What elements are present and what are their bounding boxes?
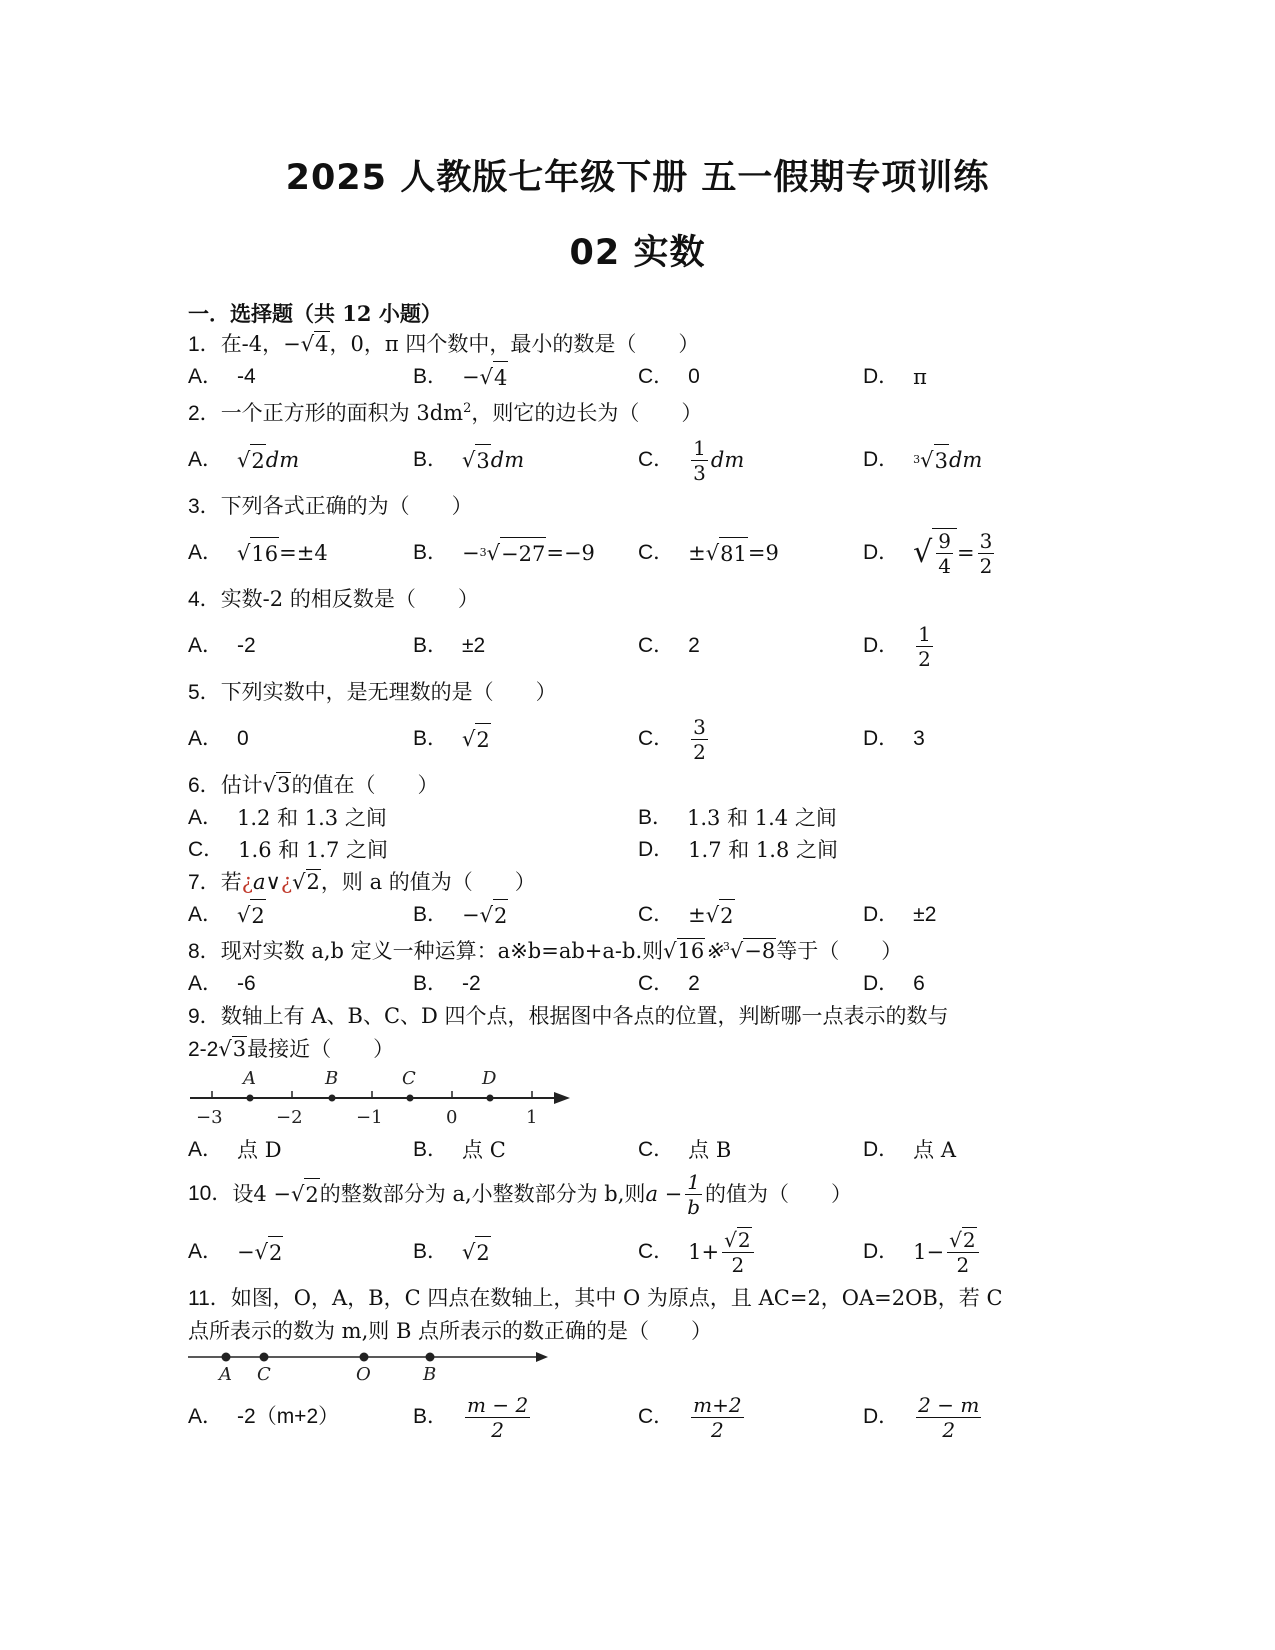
- option-c: C． 2: [638, 972, 700, 995]
- tick-label: 1: [526, 1107, 538, 1128]
- question-number: 3．: [188, 495, 221, 518]
- section-heading: 一．选择题（共 12 小题）: [188, 301, 442, 326]
- point-b-dot: [329, 1095, 336, 1102]
- option-c: C． 2: [638, 634, 700, 657]
- option-b: B． − 3 √ −27 =−9: [413, 523, 595, 583]
- option-c: C． $\frac{m+2}{2}$: [638, 1392, 742, 1442]
- document-title: 2025 人教版七年级下册 五一假期专项训练: [285, 158, 990, 198]
- fraction: $\frac{1}{2}$: [918, 621, 931, 671]
- option-b: B． − √ 2: [413, 899, 508, 931]
- point-label: C: [257, 1364, 271, 1383]
- fraction: $\frac{√2}{2}$: [722, 1228, 753, 1277]
- question-number: 2．: [188, 402, 221, 425]
- option-a: A． 1.2 和 1.3 之间: [188, 806, 387, 830]
- option-b: B． √ 2: [413, 1222, 491, 1282]
- stem-text: 一个正方形的面积为 3dm: [220, 401, 464, 425]
- option-b: B． -2: [413, 972, 481, 995]
- question-number: 4．: [188, 588, 221, 611]
- option-b: B． − √ 4: [413, 361, 508, 393]
- question-8: 8．现对实数 a,b 定义一种运算：a※b=ab+a-b.则√16※$^3$√−8等于（ ）: [188, 939, 903, 963]
- fraction: $\frac{1}{b}$: [687, 1169, 700, 1219]
- option-a: A． √ 2 dm: [188, 430, 299, 490]
- option-b: B． 点 C: [413, 1138, 506, 1162]
- fraction: $\frac{3}{2}$: [979, 528, 993, 578]
- question-number: 6．: [188, 774, 221, 797]
- tick-label: 0: [446, 1107, 458, 1128]
- number-line-figure-9: [188, 1068, 588, 1130]
- point-label: A: [243, 1068, 256, 1089]
- options-row: [188, 1222, 1068, 1282]
- point-label: D: [482, 1068, 497, 1089]
- point-a-dot: [222, 1353, 231, 1362]
- option-b: B． 1.3 和 1.4 之间: [638, 806, 837, 830]
- option-d: D． 1− $\frac{√2}{2}$: [863, 1222, 982, 1282]
- options-row: [188, 834, 1068, 866]
- options-row: [188, 430, 1068, 490]
- point-c-dot: [260, 1353, 269, 1362]
- point-label: A: [219, 1364, 232, 1383]
- option-a: A． -2（m+2）: [188, 1405, 340, 1428]
- point-label: B: [325, 1068, 339, 1089]
- question-11: [188, 1282, 1068, 1315]
- option-a: A． -2: [188, 634, 256, 657]
- option-a: A． 点 D: [188, 1138, 282, 1162]
- option-d: D． 6: [863, 972, 925, 995]
- question-11-line-2: [188, 1315, 1068, 1347]
- superscript: 2: [463, 401, 472, 416]
- radicand: 4: [315, 332, 329, 356]
- option-c: C． ± √ 81 =9: [638, 523, 779, 583]
- stem-text: 数轴上有 A、B、C、D 四个点，根据图中各点的位置，判断哪一点表示的数与: [220, 1004, 949, 1028]
- option-d: D． $\frac{2 - m}{2}$: [863, 1392, 980, 1442]
- option-d: D． $\frac{1}{2}$: [863, 621, 931, 671]
- options-row: [188, 616, 1068, 676]
- option-c: C． $\frac{1}{3}$ dm: [638, 435, 745, 485]
- stem-text: 等于（ ）: [776, 939, 903, 963]
- stem-text: 在-4，−: [220, 332, 301, 356]
- fraction: $\frac{2 - m}{2}$: [918, 1392, 980, 1442]
- option-b: B． √ 3 dm: [413, 430, 524, 490]
- question-7: 7．若¿a∨¿√2，则 a 的值为（ ）: [188, 870, 536, 894]
- option-c: C． 0: [638, 365, 700, 388]
- question-number: 1．: [188, 333, 221, 356]
- options-row: [188, 1387, 1068, 1447]
- point-o-dot: [360, 1353, 369, 1362]
- option-a: A． √ 2: [188, 899, 266, 931]
- option-d: D． 点 A: [863, 1138, 957, 1162]
- option-d: D． 3: [863, 727, 925, 750]
- question-9: [188, 1000, 1068, 1033]
- question-1: 1．在-4，−√4，0，π 四个数中，最小的数是（ ）: [188, 332, 700, 356]
- question-4: [188, 583, 1068, 616]
- option-c: C． 1+ $\frac{√2}{2}$: [638, 1222, 757, 1282]
- point-a-dot: [247, 1095, 254, 1102]
- stem-text: 如图，O，A，B，C 四点在数轴上，其中 O 为原点，且 AC=2，OA=2OB，若 C: [230, 1286, 1003, 1310]
- tick-label: −2: [276, 1107, 303, 1128]
- option-c: C． 1.6 和 1.7 之间: [188, 838, 388, 862]
- number-line-figure-11: [188, 1349, 568, 1383]
- options-row: [188, 968, 1068, 1000]
- option-a: A． √ 16 =±4: [188, 523, 328, 583]
- radicand: 3: [277, 773, 291, 797]
- fraction: $\frac{m+2}{2}$: [693, 1392, 742, 1442]
- question-number: 8．: [188, 940, 221, 963]
- option-a: A． -4: [188, 365, 256, 388]
- option-a: A． − √ 2: [188, 1222, 283, 1282]
- question-number: 11．: [188, 1287, 231, 1310]
- question-number: 9．: [188, 1005, 221, 1028]
- stem-text: ，则它的边长为（ ）: [471, 401, 703, 425]
- option-a: A． 0: [188, 727, 249, 750]
- fraction: $\frac{3}{2}$: [693, 714, 706, 764]
- stem-text: 点所表示的数为 m,则 B 点所表示的数正确的是（ ）: [188, 1319, 713, 1343]
- point-b-dot: [426, 1353, 435, 1362]
- stem-text: ，0，π 四个数中，最小的数是（ ）: [329, 332, 700, 356]
- stem-text: 下列各式正确的为（ ）: [220, 494, 473, 518]
- question-list: [188, 298, 1068, 1447]
- option-b: B． $\frac{m - 2}{2}$: [413, 1392, 529, 1442]
- options-row: [188, 802, 1068, 834]
- question-number: 7．: [188, 871, 221, 894]
- tick-label: −3: [196, 1107, 223, 1128]
- option-d: D． 1.7 和 1.8 之间: [638, 838, 838, 862]
- fraction: $\frac{m - 2}{2}$: [467, 1392, 529, 1442]
- options-row: [188, 1134, 1068, 1166]
- option-b: B． √ 2: [413, 709, 491, 769]
- option-c: C． $\frac{3}{2}$: [638, 714, 706, 764]
- option-a: A． -6: [188, 972, 256, 995]
- fraction: $\frac{9}{4}$: [938, 529, 952, 578]
- question-number: 10．: [188, 1182, 233, 1205]
- question-number: 5．: [188, 681, 221, 704]
- stem-text: 现对实数 a,b 定义一种运算：a※b=ab+a-b.则: [220, 939, 664, 963]
- options-row: [188, 899, 1068, 931]
- options-row: [188, 709, 1068, 769]
- point-label: O: [356, 1364, 371, 1383]
- stem-text: 若: [220, 870, 242, 894]
- stem-text: ，则 a 的值为（ ）: [320, 870, 536, 894]
- stem-text: 最接近（ ）: [247, 1037, 395, 1061]
- point-label: B: [423, 1364, 437, 1383]
- question-5: [188, 676, 1068, 709]
- option-d: D． √ $\frac{9}{4}$ = $\frac{3}{2}$: [863, 528, 993, 578]
- option-d: D． π: [863, 365, 927, 389]
- options-row: [188, 361, 1068, 393]
- fraction: $\frac{1}{3}$: [693, 435, 706, 485]
- question-3: [188, 490, 1068, 523]
- stem-text: 估计: [220, 773, 263, 797]
- document-subtitle: 02 实数: [569, 233, 706, 273]
- question-10: 10． 设 4 − √ 2 的整数部分为 a,小整数部分为 b,则 a − $\frac{1}{b}$ 的值为（ ）: [188, 1169, 852, 1219]
- stem-text: 的值在（ ）: [291, 773, 439, 797]
- option-b: B． ±2: [413, 634, 486, 657]
- point-label: C: [402, 1068, 416, 1089]
- point-d-dot: [487, 1095, 494, 1102]
- option-c: C． ± √ 2: [638, 899, 735, 931]
- stem-text: 下列实数中，是无理数的是（ ）: [220, 680, 557, 704]
- option-d: D． 3 √ 3 dm: [863, 430, 982, 490]
- question-6: 6．估计√3的值在（ ）: [188, 773, 439, 797]
- options-row: [188, 523, 1068, 583]
- option-c: C． 点 B: [638, 1138, 732, 1162]
- question-9-line-2: 2-2√3最接近（ ）: [188, 1037, 395, 1061]
- point-c-dot: [407, 1095, 414, 1102]
- fraction: $\frac{√2}{2}$: [947, 1228, 978, 1277]
- option-d: D． ±2: [863, 903, 937, 926]
- tick-label: −1: [356, 1107, 383, 1128]
- stem-text: 实数-2 的相反数是（ ）: [220, 587, 479, 611]
- question-2: [188, 393, 1068, 430]
